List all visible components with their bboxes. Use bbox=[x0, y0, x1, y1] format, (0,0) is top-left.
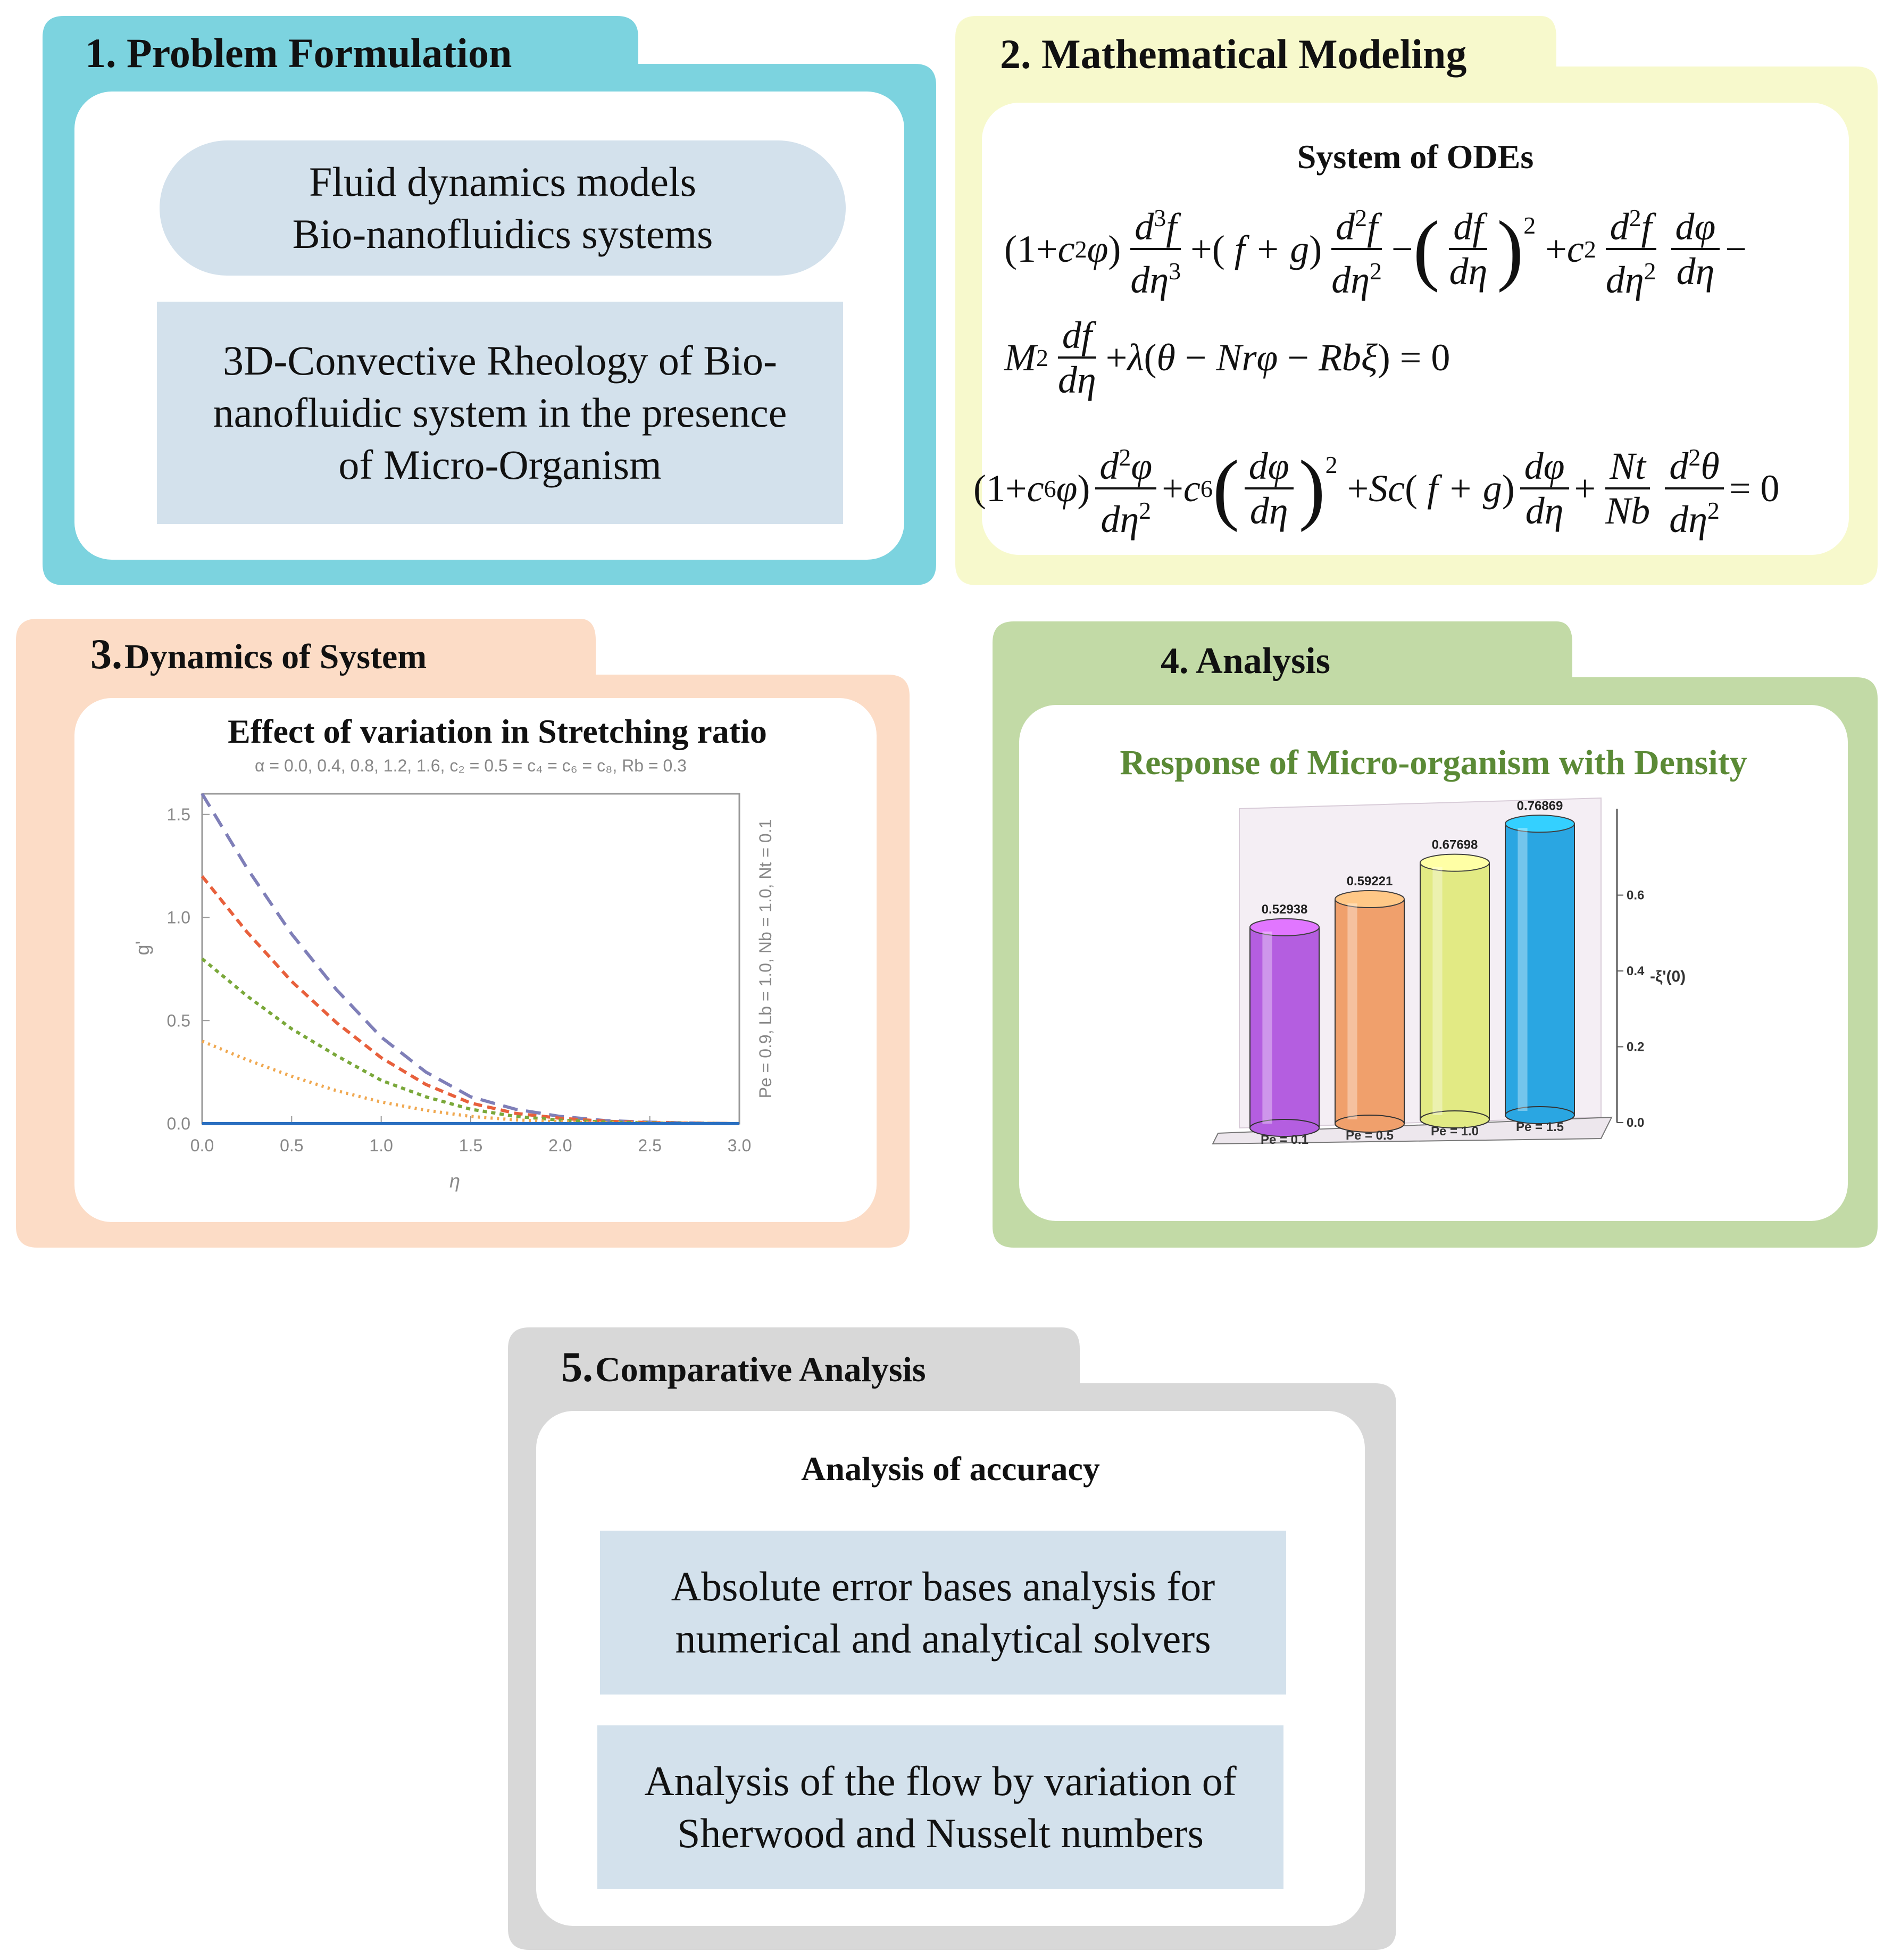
series-line-2 bbox=[202, 876, 739, 1124]
y-tick-label: 1.0 bbox=[166, 908, 190, 927]
bar-2 bbox=[1335, 899, 1404, 1124]
y-tick-label: 0.5 bbox=[166, 1011, 190, 1031]
parameter-label: Pe = 0.9, Lb = 1.0, Nb = 1.0, Nt = 0.1 bbox=[756, 819, 775, 1099]
micro-organism-heading: Response of Micro-organism with Density bbox=[1120, 743, 1747, 782]
error-box-line-1: Absolute error bases analysis for bbox=[671, 1563, 1215, 1609]
series-line-4 bbox=[202, 1041, 739, 1124]
error-box-line-2: numerical and analytical solvers bbox=[675, 1615, 1211, 1662]
x-tick-label: 1.0 bbox=[369, 1136, 393, 1155]
x-tick-label: 0.5 bbox=[280, 1136, 304, 1155]
bar-value-label: 0.59221 bbox=[1346, 874, 1393, 889]
stretching-ratio-chart bbox=[128, 750, 851, 1218]
box-line-2: nanofluidic system in the presence bbox=[213, 389, 787, 436]
stretching-heading: Effect of variation in Stretching ratio bbox=[228, 712, 767, 750]
panel-1-title: 1. Problem Formulation bbox=[85, 30, 512, 76]
bar-top-3 bbox=[1420, 854, 1489, 871]
panel-5-number: 5. bbox=[561, 1344, 593, 1391]
panel-3-title-text: Dynamics of System bbox=[124, 637, 427, 676]
series-line-1 bbox=[202, 794, 739, 1124]
micro-organism-bar-chart bbox=[1197, 787, 1697, 1176]
panel-5-title bbox=[561, 1343, 926, 1392]
x-axis-label: η bbox=[449, 1170, 460, 1192]
absolute-error-box bbox=[600, 1531, 1286, 1695]
bar-value-label: 0.52938 bbox=[1261, 902, 1308, 917]
bar-category-label: Pe = 1.0 bbox=[1430, 1124, 1479, 1139]
ode-2: (1+ c 6 φ ) $\frac{d^2\varphi}{d\eta^2}$ + c 6 ( $\frac{d\varphi}{d\eta}$ ) 2 + Sc ( f + g ) $\frac{d\varphi}{d\eta}$ + $\frac{Nt}{Nb}$ $\frac{d^2\theta}{d\eta^2}$ = 0 bbox=[973, 436, 1780, 541]
panel-3-title bbox=[90, 630, 427, 679]
flow-box-line-2: Sherwood and Nusselt numbers bbox=[677, 1810, 1204, 1856]
flow-box-line-1: Analysis of the flow by variation of bbox=[644, 1758, 1237, 1804]
x-tick-label: 0.0 bbox=[190, 1136, 214, 1155]
bar-y-tick-label: 0.6 bbox=[1627, 888, 1645, 903]
x-tick-label: 1.5 bbox=[459, 1136, 483, 1155]
bar-value-label: 0.67698 bbox=[1431, 837, 1478, 852]
bar-highlight-4 bbox=[1518, 828, 1527, 1111]
ode-1-line-1: (1+ c 2 φ ) $\frac{d^3f}{d\eta^3}$ +( f + g ) $\frac{d^2f}{d\eta^2}$ − ( $\frac{df}{d\eta}$ ) 2 + c 2 $\frac{d^2f}{d\eta^2}$ $\frac{d\varphi}{d\eta}$ − bbox=[1004, 197, 1747, 301]
bar-highlight-1 bbox=[1262, 932, 1272, 1124]
bar-4 bbox=[1505, 824, 1574, 1115]
plot-frame bbox=[202, 794, 739, 1124]
bar-category-label: Pe = 0.1 bbox=[1260, 1133, 1309, 1147]
bar-1 bbox=[1250, 927, 1319, 1128]
bar-y-tick-label: 0.4 bbox=[1627, 964, 1645, 978]
accuracy-heading: Analysis of accuracy bbox=[801, 1450, 1100, 1488]
bar-value-label: 0.76869 bbox=[1516, 799, 1563, 813]
box-line-3: of Micro-Organism bbox=[338, 442, 662, 488]
panel-5-title-text: Comparative Analysis bbox=[595, 1350, 926, 1389]
bar-top-4 bbox=[1505, 815, 1574, 832]
bar-y-tick-label: 0.2 bbox=[1627, 1040, 1645, 1054]
bar-y-tick-label: 0.0 bbox=[1627, 1116, 1645, 1130]
bar-top-2 bbox=[1335, 891, 1404, 908]
x-tick-label: 2.0 bbox=[548, 1136, 572, 1155]
flow-variation-box bbox=[597, 1725, 1283, 1889]
bar-top-1 bbox=[1250, 919, 1319, 936]
panel-3-number: 3. bbox=[90, 631, 122, 678]
bar-highlight-2 bbox=[1347, 903, 1357, 1119]
bar-highlight-3 bbox=[1432, 867, 1442, 1115]
pill-line-1: Fluid dynamics models bbox=[309, 159, 696, 205]
series-line-3 bbox=[202, 959, 739, 1124]
bar-category-label: Pe = 1.5 bbox=[1515, 1120, 1564, 1134]
panel-4-title: 4. Analysis bbox=[1161, 641, 1330, 682]
y-tick-label: 0.0 bbox=[166, 1114, 190, 1133]
x-tick-label: 3.0 bbox=[727, 1136, 752, 1155]
y-axis-label: g' bbox=[131, 941, 153, 956]
bar-3 bbox=[1420, 863, 1489, 1119]
box-line-1: 3D-Convective Rheology of Bio- bbox=[223, 337, 777, 384]
topic-pill bbox=[160, 140, 846, 276]
x-tick-label: 2.5 bbox=[638, 1136, 662, 1155]
chart-subtitle: α = 0.0, 0.4, 0.8, 1.2, 1.6, c₂ = 0.5 = c₄ = c₆ = c₈, Rb = 0.3 bbox=[255, 756, 687, 775]
description-box bbox=[157, 302, 843, 524]
ode-1-line-2: M 2 $\frac{df}{d\eta}$ + λ ( θ − Nrφ − Rbξ ) = 0 bbox=[1004, 314, 1450, 401]
bar-y-axis-label: -ξ'(0) bbox=[1650, 968, 1686, 985]
pill-line-2: Bio-nanofluidics systems bbox=[292, 211, 713, 257]
bar-category-label: Pe = 0.5 bbox=[1345, 1128, 1394, 1143]
odes-heading: System of ODEs bbox=[1297, 138, 1534, 176]
y-tick-label: 1.5 bbox=[166, 804, 190, 824]
panel-2-title: 2. Mathematical Modeling bbox=[1000, 31, 1467, 77]
